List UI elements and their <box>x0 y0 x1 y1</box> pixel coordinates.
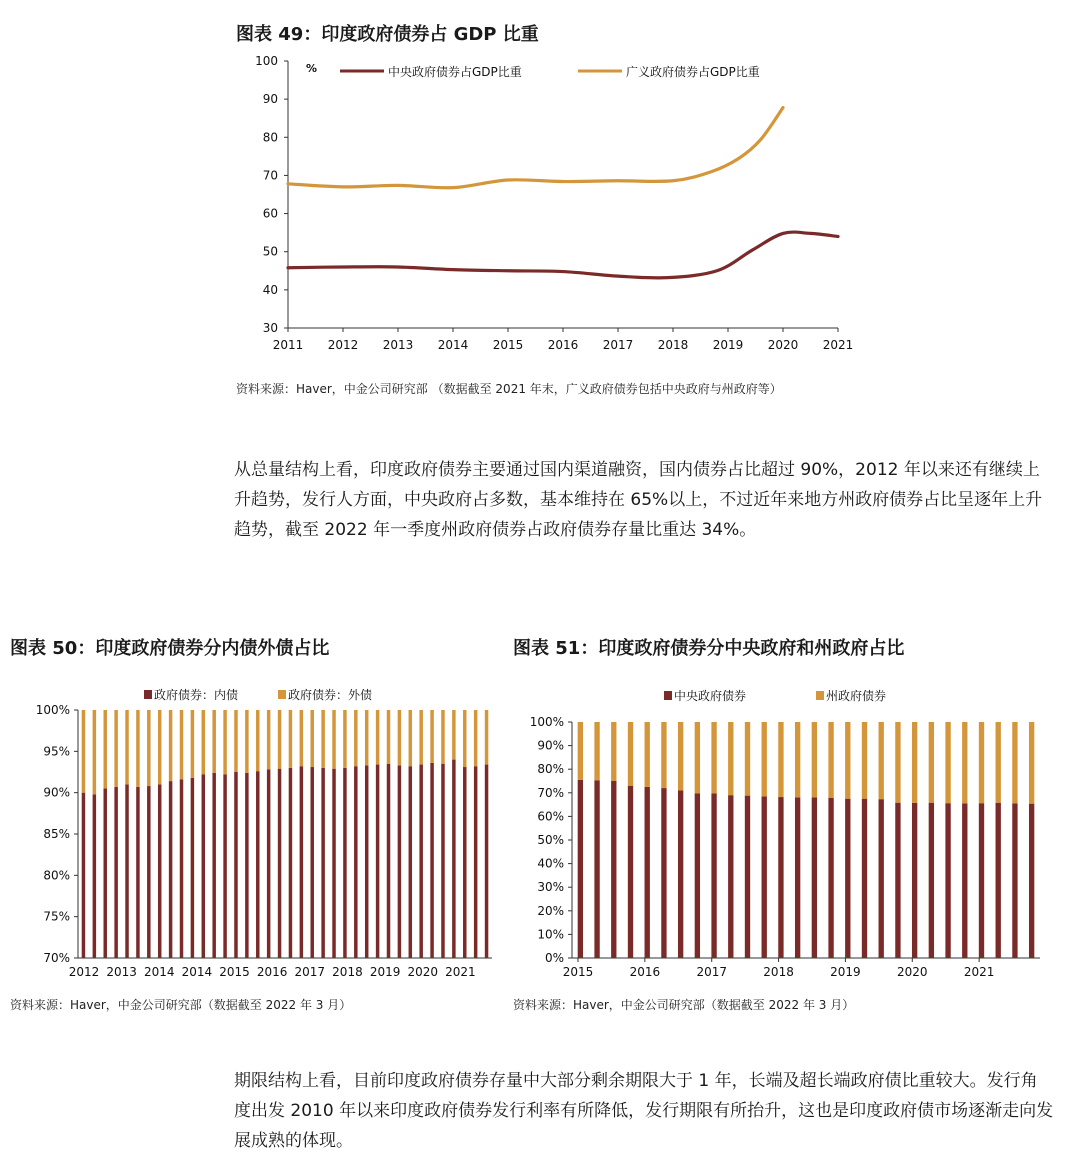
legend-label: 政府债券：外债 <box>288 688 373 702</box>
bar-segment-external <box>223 710 226 774</box>
bar-segment-central <box>879 799 884 958</box>
bar-segment-external <box>82 710 85 793</box>
bar-segment-central <box>979 803 984 958</box>
x-tick-label: 2017 <box>696 965 727 979</box>
bar-segment-central <box>661 788 666 958</box>
x-tick-label: 2021 <box>963 965 995 979</box>
bar-segment-state <box>828 722 833 798</box>
fig50-bar-chart <box>0 670 520 990</box>
bar-segment-state <box>611 722 616 781</box>
bar-segment-domestic <box>256 771 259 958</box>
bar-segment-external <box>278 710 281 769</box>
bar-segment-domestic <box>485 765 488 958</box>
fig49-source: 资料来源：Haver，中金公司研究部 （数据截至 2021 年末，广义政府债券包括中央政府与州政府等） <box>236 382 782 396</box>
bar-segment-central <box>728 795 733 958</box>
paragraph-1-text: 从总量结构上看，印度政府债券主要通过国内渠道融资，国内债券占比超过 90%，2012 年以来还有继续上升趋势，发行人方面，中央政府占多数，基本维持在 65%以上，不过近年来地方州政府债券占比呈逐年上升趋势，截至 2022 年一季度州政府债券占政府债券存量比重达 34%。 <box>234 460 1043 540</box>
bar-segment-external <box>147 710 150 786</box>
x-tick-label: 2018 <box>332 965 363 979</box>
y-tick-label: 70 <box>262 168 278 183</box>
y-tick-label: 85% <box>43 827 70 841</box>
bar-segment-external <box>114 710 117 787</box>
bar-segment-central <box>778 797 783 958</box>
bar-segment-domestic <box>387 764 390 958</box>
bar-segment-domestic <box>441 764 444 958</box>
bar-segment-external <box>419 710 422 765</box>
bar-segment-domestic <box>474 766 477 958</box>
bar-segment-central <box>578 780 583 958</box>
bar-segment-central <box>594 780 599 958</box>
bar-segment-domestic <box>103 789 106 958</box>
y-tick-label: 80 <box>262 130 278 145</box>
bar-segment-domestic <box>463 767 466 958</box>
fig49-line-chart <box>0 0 1080 380</box>
x-tick-label: 2020 <box>897 965 928 979</box>
bar-segment-state <box>1029 722 1034 804</box>
bar-segment-domestic <box>245 773 248 958</box>
y-tick-label: 30% <box>537 880 564 895</box>
y-tick-label: 100% <box>35 703 70 717</box>
bar-segment-external <box>256 710 259 771</box>
bar-segment-state <box>945 722 950 803</box>
bar-segment-external <box>125 710 128 784</box>
y-unit-label: % <box>306 62 318 75</box>
y-tick-label: 70% <box>537 785 564 800</box>
series-line-general <box>288 108 783 188</box>
bar-segment-state <box>795 722 800 798</box>
bar-segment-central <box>645 787 650 958</box>
bar-segment-external <box>452 710 455 760</box>
bar-segment-domestic <box>147 786 150 958</box>
x-tick-label: 2015 <box>562 965 594 979</box>
legend-swatch <box>278 690 286 699</box>
x-tick-label: 2011 <box>272 338 304 352</box>
y-tick-label: 95% <box>43 744 70 759</box>
bar-segment-domestic <box>169 781 172 958</box>
y-tick-label: 100% <box>529 715 564 729</box>
series-line-central <box>288 232 838 278</box>
paragraph-2 <box>234 1066 1054 1156</box>
bar-segment-external <box>398 710 401 765</box>
bar-segment-domestic <box>82 793 85 958</box>
paragraph-2-text: 期限结构上看，目前印度政府债券存量中大部分剩余期限大于 1 年，长端及超长端政府债比重较大。发行角度出发 2010 年以来印度政府债券发行利率有所降低，发行期限有所抬升，这也是印度政府债市场逐渐走向发展成熟的体现。 <box>234 1071 1054 1151</box>
x-tick-label: 2013 <box>382 338 414 352</box>
bar-segment-state <box>728 722 733 795</box>
bar-segment-state <box>845 722 850 799</box>
fig51-title: 图表 51：印度政府债券分中央政府和州政府占比 <box>513 638 905 659</box>
x-tick-label: 2014 <box>437 338 469 352</box>
bar-segment-central <box>962 803 967 958</box>
paragraph-1 <box>234 455 1054 545</box>
bar-segment-domestic <box>332 769 335 958</box>
bar-segment-domestic <box>223 774 226 958</box>
bar-segment-external <box>300 710 303 766</box>
y-tick-label: 90% <box>43 785 70 800</box>
bar-segment-domestic <box>365 765 368 958</box>
fig50-source: 资料来源：Haver，中金公司研究部（数据截至 2022 年 3 月） <box>10 998 352 1012</box>
legend-label: 州政府债券 <box>826 689 887 703</box>
legend-swatch <box>664 691 672 700</box>
bar-segment-state <box>711 722 716 794</box>
bar-segment-domestic <box>202 774 205 958</box>
bar-segment-central <box>945 803 950 958</box>
bar-segment-domestic <box>191 778 194 958</box>
bar-segment-external <box>409 710 412 766</box>
x-tick-label: 2021 <box>445 965 476 979</box>
y-tick-label: 90 <box>262 92 278 107</box>
bar-segment-domestic <box>234 772 237 958</box>
y-tick-label: 0% <box>544 951 564 965</box>
y-tick-label: 80% <box>537 762 564 777</box>
bar-segment-central <box>895 803 900 958</box>
bar-segment-domestic <box>300 766 303 958</box>
bar-segment-central <box>711 794 716 958</box>
bar-segment-state <box>996 722 1001 803</box>
bar-segment-external <box>289 710 292 768</box>
x-tick-label: 2017 <box>602 338 634 352</box>
bar-segment-domestic <box>398 765 401 958</box>
fig51-bar-chart <box>510 670 1070 990</box>
x-tick-label: 2017 <box>294 965 326 979</box>
bar-segment-central <box>845 799 850 958</box>
legend-label: 广义政府债券占GDP比重 <box>626 65 760 79</box>
bar-segment-state <box>912 722 917 803</box>
bar-segment-state <box>678 722 683 790</box>
bar-segment-external <box>430 710 433 763</box>
legend-swatch <box>144 690 152 699</box>
x-tick-label: 2014 <box>181 965 213 979</box>
y-tick-label: 75% <box>43 909 70 924</box>
bar-segment-external <box>103 710 106 789</box>
bar-segment-state <box>862 722 867 799</box>
bar-segment-central <box>862 799 867 958</box>
x-tick-label: 2018 <box>657 338 689 352</box>
x-tick-label: 2015 <box>492 338 524 352</box>
bar-segment-state <box>962 722 967 803</box>
bar-segment-central <box>912 803 917 958</box>
bar-segment-domestic <box>114 787 117 958</box>
bar-segment-state <box>778 722 783 797</box>
y-tick-label: 40 <box>262 282 278 297</box>
bar-segment-domestic <box>452 760 455 958</box>
bar-segment-central <box>996 803 1001 958</box>
x-tick-label: 2019 <box>830 965 861 979</box>
x-tick-label: 2016 <box>629 965 661 979</box>
x-tick-label: 2012 <box>327 338 359 352</box>
bar-segment-external <box>387 710 390 764</box>
y-tick-label: 10% <box>537 927 564 942</box>
y-tick-label: 60% <box>537 809 564 824</box>
bar-segment-external <box>202 710 205 774</box>
bar-segment-external <box>441 710 444 764</box>
bar-segment-state <box>895 722 900 803</box>
x-tick-label: 2015 <box>219 965 250 979</box>
bar-segment-central <box>611 781 616 958</box>
bar-segment-external <box>376 710 379 765</box>
bar-segment-external <box>354 710 357 766</box>
fig51-source: 资料来源：Haver，中金公司研究部（数据截至 2022 年 3 月） <box>513 998 855 1012</box>
bar-segment-domestic <box>343 768 346 958</box>
bar-segment-domestic <box>125 784 128 958</box>
y-tick-label: 60 <box>262 206 278 221</box>
bar-segment-state <box>661 722 666 788</box>
x-tick-label: 2018 <box>763 965 794 979</box>
bar-segment-domestic <box>419 765 422 958</box>
bar-segment-central <box>695 793 700 958</box>
bar-segment-external <box>343 710 346 768</box>
y-tick-label: 70% <box>43 951 70 965</box>
bar-segment-external <box>180 710 183 779</box>
bar-segment-state <box>979 722 984 803</box>
bar-segment-central <box>745 796 750 958</box>
bar-segment-external <box>365 710 368 765</box>
x-tick-label: 2016 <box>547 338 579 352</box>
bar-segment-state <box>594 722 599 780</box>
legend-label: 中央政府债券 <box>674 689 747 703</box>
bar-segment-domestic <box>289 768 292 958</box>
bar-segment-central <box>828 798 833 958</box>
legend-swatch <box>816 691 824 700</box>
bar-segment-state <box>645 722 650 787</box>
bar-segment-external <box>191 710 194 778</box>
y-tick-label: 50% <box>537 833 564 847</box>
y-tick-label: 40% <box>537 856 564 871</box>
y-tick-label: 30 <box>262 321 278 335</box>
x-tick-label: 2020 <box>407 965 439 979</box>
bar-segment-domestic <box>212 773 215 958</box>
bar-segment-state <box>812 722 817 798</box>
bar-segment-external <box>234 710 237 772</box>
bar-segment-domestic <box>93 794 96 958</box>
legend-label: 中央政府债券占GDP比重 <box>388 65 522 79</box>
x-tick-label: 2012 <box>68 965 100 979</box>
bar-segment-state <box>578 722 583 780</box>
y-tick-label: 50 <box>262 244 278 259</box>
bar-segment-state <box>762 722 767 796</box>
bar-segment-domestic <box>409 766 412 958</box>
bar-segment-domestic <box>180 779 183 958</box>
bar-segment-external <box>212 710 215 773</box>
fig50-title: 图表 50：印度政府债券分内债外债占比 <box>10 638 330 659</box>
x-tick-label: 2019 <box>712 338 744 352</box>
bar-segment-domestic <box>278 769 281 958</box>
y-tick-label: 80% <box>43 868 70 883</box>
bar-segment-external <box>310 710 313 767</box>
bar-segment-external <box>474 710 477 766</box>
bar-segment-external <box>93 710 96 794</box>
bar-segment-central <box>1012 803 1017 958</box>
bar-segment-domestic <box>376 765 379 958</box>
bar-segment-state <box>628 722 633 786</box>
legend-label: 政府债券：内债 <box>154 688 239 702</box>
bar-segment-external <box>485 710 488 765</box>
x-tick-label: 2020 <box>767 338 799 352</box>
bar-segment-state <box>879 722 884 799</box>
bar-segment-domestic <box>158 784 161 958</box>
x-tick-label: 2021 <box>822 338 854 352</box>
bar-segment-external <box>136 710 139 787</box>
bar-segment-central <box>1029 804 1034 958</box>
y-tick-label: 100 <box>255 54 278 68</box>
bar-segment-domestic <box>267 770 270 958</box>
bar-segment-state <box>929 722 934 803</box>
bar-segment-central <box>812 798 817 958</box>
bar-segment-state <box>1012 722 1017 803</box>
bar-segment-domestic <box>136 787 139 958</box>
bar-segment-central <box>678 790 683 958</box>
bar-segment-central <box>628 786 633 958</box>
bar-segment-state <box>745 722 750 796</box>
bar-segment-central <box>762 796 767 958</box>
x-tick-label: 2013 <box>106 965 137 979</box>
bar-segment-central <box>795 798 800 958</box>
bar-segment-external <box>158 710 161 784</box>
y-tick-label: 20% <box>537 903 564 918</box>
bar-segment-domestic <box>310 767 313 958</box>
x-tick-label: 2014 <box>143 965 175 979</box>
bar-segment-domestic <box>321 768 324 958</box>
bar-segment-domestic <box>430 763 433 958</box>
bar-segment-central <box>929 803 934 958</box>
bar-segment-domestic <box>354 766 357 958</box>
bar-segment-external <box>245 710 248 773</box>
x-tick-label: 2019 <box>369 965 401 979</box>
bar-segment-external <box>321 710 324 768</box>
bar-segment-external <box>463 710 466 767</box>
y-tick-label: 90% <box>537 738 564 753</box>
bar-segment-external <box>332 710 335 769</box>
bar-segment-external <box>267 710 270 770</box>
bar-segment-state <box>695 722 700 793</box>
bar-segment-external <box>169 710 172 781</box>
x-tick-label: 2016 <box>256 965 288 979</box>
fig49-title: 图表 49：印度政府债券占 GDP 比重 <box>236 24 539 45</box>
